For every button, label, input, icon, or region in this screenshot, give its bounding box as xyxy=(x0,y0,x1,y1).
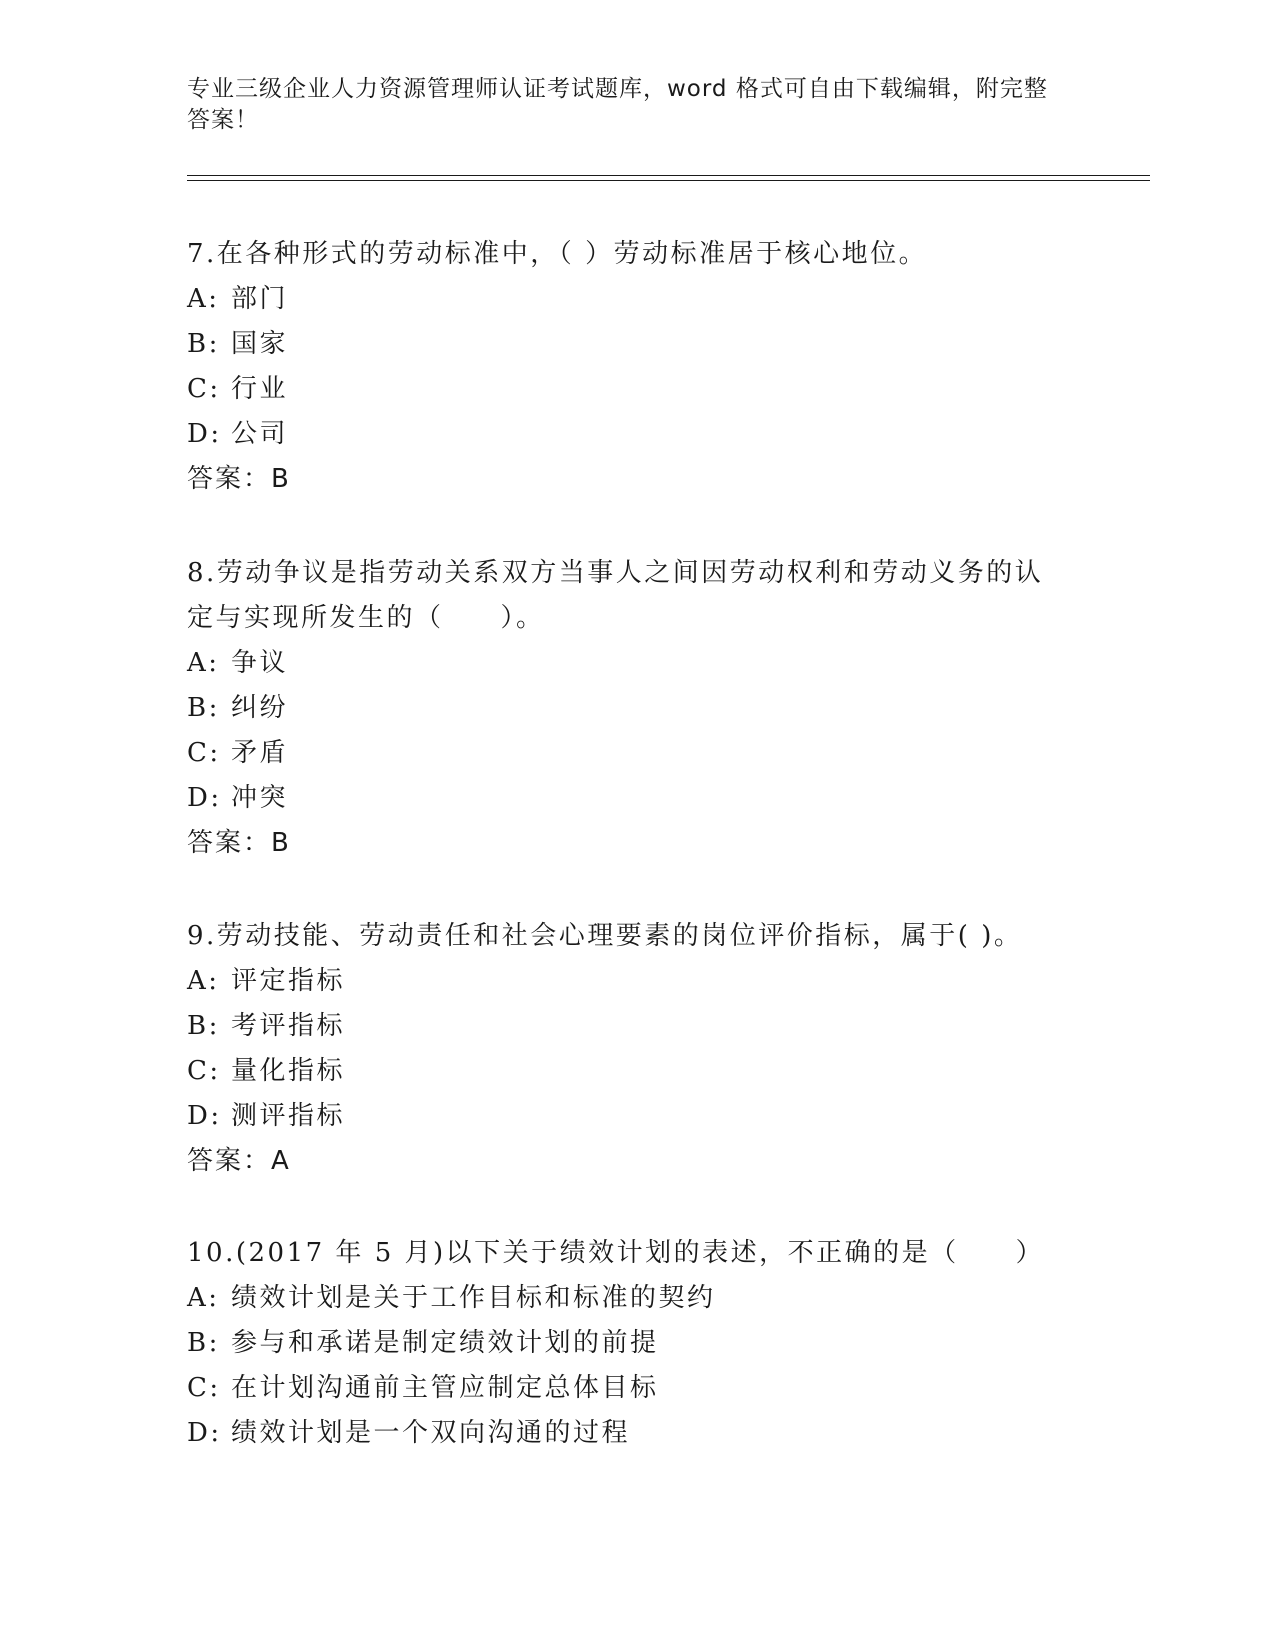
option-text: 争议 xyxy=(231,648,289,678)
question-8 xyxy=(187,551,1067,866)
option-b xyxy=(187,686,1067,731)
option-b xyxy=(187,1004,1067,1049)
option-key: C: xyxy=(187,374,221,404)
option-text: 冲突 xyxy=(231,783,289,813)
option-text: 测评指标 xyxy=(231,1101,346,1131)
option-a xyxy=(187,959,1067,1004)
header-divider-bottom xyxy=(187,180,1150,181)
option-text: 行业 xyxy=(231,374,289,404)
option-key: C: xyxy=(187,738,221,768)
option-a xyxy=(187,641,1067,686)
option-key: D: xyxy=(187,783,222,813)
option-d xyxy=(187,1411,1067,1456)
option-text: 量化指标 xyxy=(231,1056,346,1086)
option-key: D: xyxy=(187,1418,222,1448)
option-b xyxy=(187,1321,1067,1366)
option-key: D: xyxy=(187,419,222,449)
option-key: A: xyxy=(187,966,220,996)
option-a xyxy=(187,1276,1067,1321)
question-10 xyxy=(187,1231,1067,1456)
option-text: 在计划沟通前主管应制定总体目标 xyxy=(231,1373,659,1403)
document-header: 专业三级企业人力资源管理师认证考试题库，word 格式可自由下载编辑，附完整答案！ xyxy=(187,76,1048,133)
option-c xyxy=(187,731,1067,776)
option-key: B: xyxy=(187,1328,220,1358)
header-divider-top xyxy=(187,175,1150,176)
option-text: 评定指标 xyxy=(231,966,346,996)
option-text: 纠纷 xyxy=(231,693,289,723)
question-stem: 9.劳动技能、劳动责任和社会心理要素的岗位评价指标，属于( )。 xyxy=(187,921,1023,951)
option-c xyxy=(187,1366,1067,1411)
option-key: B: xyxy=(187,329,220,359)
option-d xyxy=(187,412,1067,457)
option-key: A: xyxy=(187,648,220,678)
option-text: 公司 xyxy=(231,419,289,449)
option-d xyxy=(187,776,1067,821)
option-c xyxy=(187,1049,1067,1094)
option-key: C: xyxy=(187,1373,221,1403)
option-text: 绩效计划是一个双向沟通的过程 xyxy=(231,1418,631,1448)
question-9 xyxy=(187,914,1067,1184)
option-key: D: xyxy=(187,1101,222,1131)
question-7 xyxy=(187,232,1067,502)
option-d xyxy=(187,1094,1067,1139)
option-text: 国家 xyxy=(231,329,289,359)
option-text: 绩效计划是关于工作目标和标准的契约 xyxy=(231,1283,716,1313)
option-text: 考评指标 xyxy=(231,1011,346,1041)
question-stem: 8.劳动争议是指劳动关系双方当事人之间因劳动权利和劳动义务的认定与实现所发生的（ ）。 xyxy=(187,558,1044,633)
option-key: A: xyxy=(187,1283,220,1313)
option-text: 部门 xyxy=(231,284,289,314)
option-c xyxy=(187,367,1067,412)
option-key: A: xyxy=(187,284,220,314)
question-stem: 10.(2017 年 5 月)以下关于绩效计划的表述，不正确的是（ ） xyxy=(187,1238,1045,1268)
option-key: C: xyxy=(187,1056,221,1086)
option-text: 矛盾 xyxy=(231,738,289,768)
option-key: B: xyxy=(187,693,220,723)
answer-line: 答案：B xyxy=(187,464,291,494)
answer-line: 答案：B xyxy=(187,828,291,858)
option-b xyxy=(187,322,1067,367)
question-stem: 7.在各种形式的劳动标准中，（ ）劳动标准居于核心地位。 xyxy=(187,239,928,269)
option-text: 参与和承诺是制定绩效计划的前提 xyxy=(231,1328,659,1358)
option-key: B: xyxy=(187,1011,220,1041)
option-a xyxy=(187,277,1067,322)
answer-line: 答案：A xyxy=(187,1146,291,1176)
